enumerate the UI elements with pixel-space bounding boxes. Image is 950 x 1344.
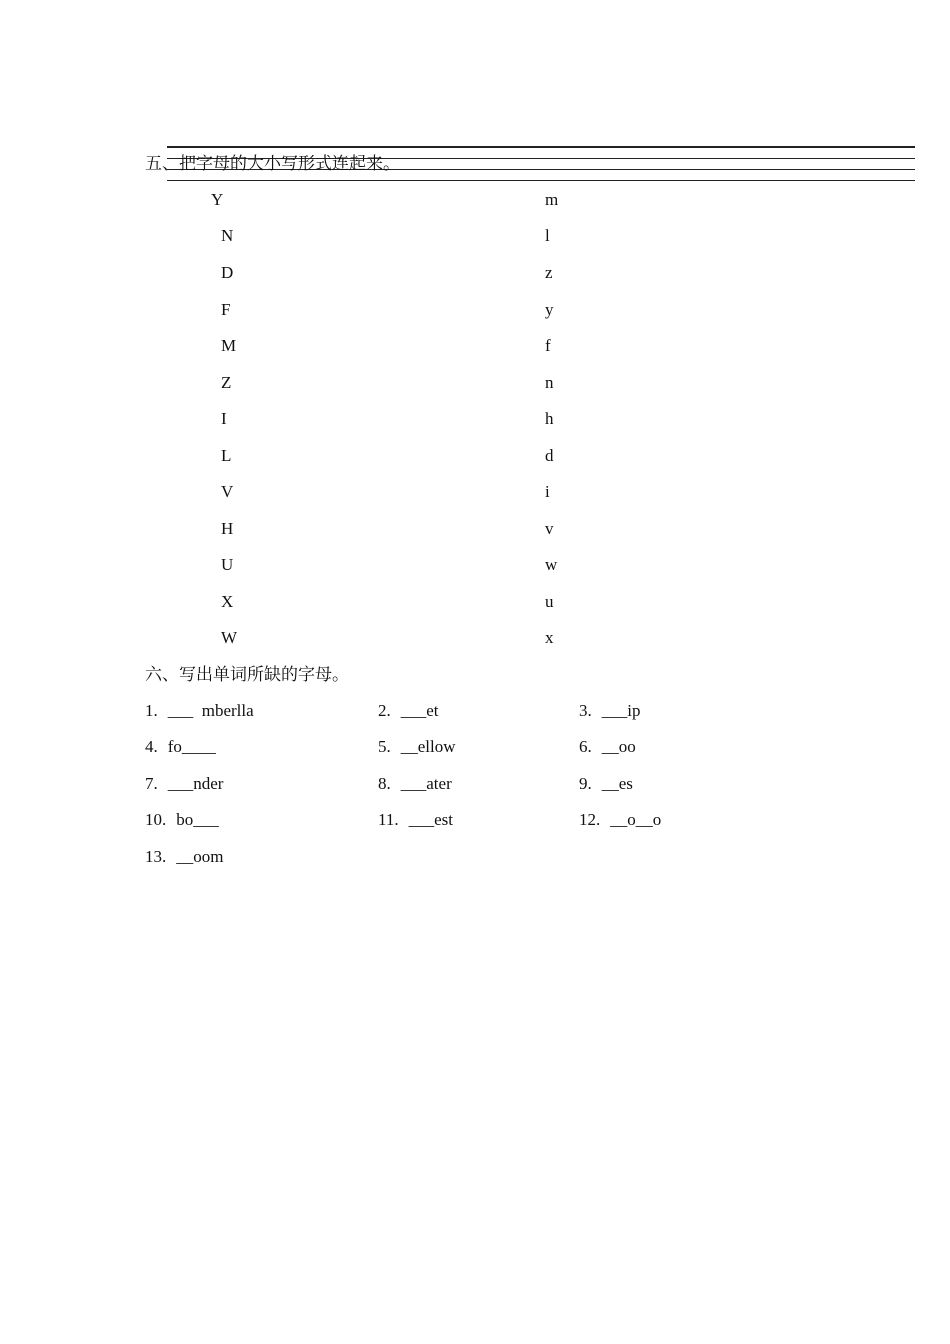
item-number: 2.	[378, 701, 391, 720]
uppercase-letter: V	[221, 482, 234, 501]
fill-in-item	[378, 773, 452, 795]
item-word: __oom	[176, 847, 224, 866]
item-word: __o__o	[610, 810, 662, 829]
lowercase-letter: w	[545, 555, 558, 574]
lowercase-letter: i	[545, 482, 550, 501]
uppercase-letter: X	[221, 592, 234, 611]
lowercase-letter: z	[545, 263, 553, 282]
uppercase-letter: F	[221, 300, 231, 319]
lowercase-letter: x	[545, 628, 554, 647]
item-word: ___ip	[601, 701, 641, 720]
lowercase-letter: f	[545, 336, 551, 355]
fill-in-item	[145, 809, 219, 831]
item-word: ___ater	[400, 774, 452, 793]
uppercase-letter: M	[221, 336, 237, 355]
lowercase-letter: v	[545, 519, 554, 538]
header-rule	[167, 146, 915, 148]
item-number: 5.	[378, 737, 391, 756]
item-number: 6.	[579, 737, 592, 756]
header-rule	[167, 180, 915, 181]
item-number: 13.	[145, 847, 167, 866]
uppercase-letter: H	[221, 519, 234, 538]
item-number: 8.	[378, 774, 391, 793]
uppercase-letter: Z	[221, 373, 232, 392]
item-number: 12.	[579, 810, 601, 829]
fill-in-item	[378, 736, 456, 758]
item-word: fo____	[167, 737, 216, 756]
lowercase-letter: n	[545, 373, 554, 392]
fill-in-item	[145, 736, 216, 758]
item-number: 3.	[579, 701, 592, 720]
uppercase-letter: N	[221, 226, 234, 245]
item-number: 9.	[579, 774, 592, 793]
uppercase-letter: D	[221, 263, 234, 282]
uppercase-letter: U	[221, 555, 234, 574]
item-word: __es	[601, 774, 633, 793]
uppercase-letter: L	[221, 446, 232, 465]
fill-in-item	[579, 736, 636, 758]
item-word: __ellow	[400, 737, 456, 756]
fill-in-item	[145, 846, 223, 868]
fill-in-item	[579, 773, 633, 795]
lowercase-letter: y	[545, 300, 554, 319]
fill-in-item	[579, 700, 640, 722]
section-six-title: 六、写出单词所缺的字母。	[145, 665, 349, 684]
fill-in-item	[579, 809, 661, 831]
item-word: ___ mberlla	[167, 701, 254, 720]
item-number: 7.	[145, 774, 158, 793]
uppercase-letter: Y	[211, 190, 224, 209]
item-number: 4.	[145, 737, 158, 756]
item-number: 1.	[145, 701, 158, 720]
lowercase-letter: d	[545, 446, 554, 465]
item-word: ___et	[400, 701, 439, 720]
section-five-title: 五、把字母的大小写形式连起来。	[145, 154, 400, 173]
fill-in-item	[145, 700, 254, 722]
uppercase-letter: I	[221, 409, 227, 428]
item-word: ___est	[408, 810, 454, 829]
lowercase-letter: h	[545, 409, 554, 428]
fill-in-item	[145, 773, 223, 795]
lowercase-letter: m	[545, 190, 559, 209]
item-word: ___nder	[167, 774, 224, 793]
item-number: 10.	[145, 810, 167, 829]
item-word: bo___	[176, 810, 219, 829]
uppercase-letter: W	[221, 628, 238, 647]
item-number: 11.	[378, 810, 399, 829]
lowercase-letter: l	[545, 226, 550, 245]
item-word: __oo	[601, 737, 636, 756]
fill-in-item	[378, 700, 439, 722]
lowercase-letter: u	[545, 592, 554, 611]
fill-in-item	[378, 809, 453, 831]
